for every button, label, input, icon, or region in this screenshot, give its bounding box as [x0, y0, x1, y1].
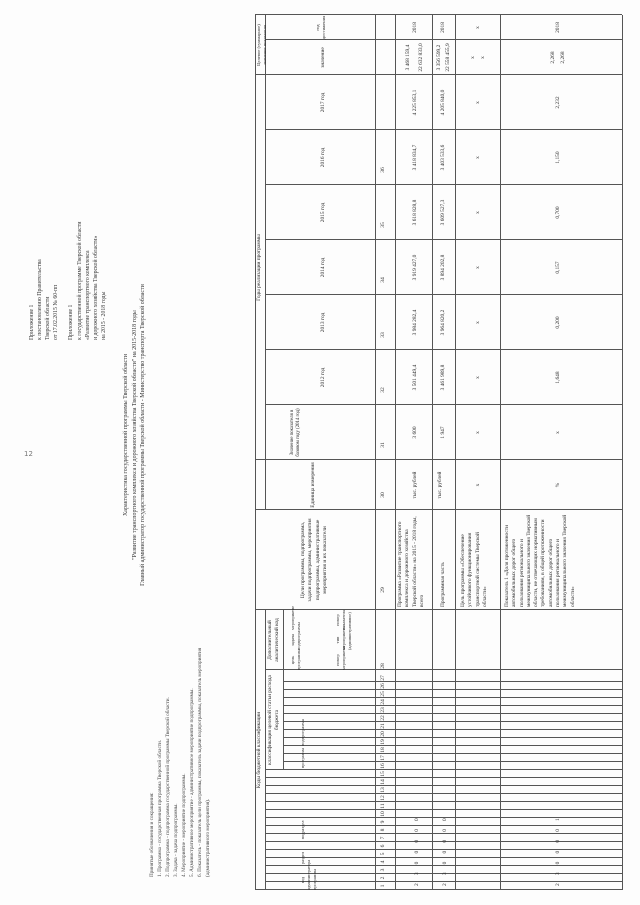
year-2013-header: 2013 год	[320, 312, 326, 333]
podrazdel-header: подраздел	[300, 820, 305, 840]
column-number: 22	[380, 715, 386, 721]
column-number: 33	[380, 332, 386, 338]
row4-y2015: 0,700	[555, 206, 561, 219]
row4-base: х	[555, 431, 561, 434]
row3-unit: х	[475, 483, 481, 487]
row1-base: 3 600	[412, 426, 418, 439]
razdel-header: раздел	[300, 851, 305, 865]
indicator-code-header: Дополнительный аналитический код	[267, 618, 281, 662]
row3-y2012: х	[475, 376, 481, 379]
row3-y2017: х	[475, 101, 481, 104]
row2-target-year: 2018	[440, 22, 446, 33]
row2-target: 22 558 455,9	[445, 43, 451, 72]
code-group-header: Коды бюджетной классификации	[256, 711, 262, 789]
column-number: 21	[380, 723, 386, 729]
row2-name: Программная часть	[440, 562, 446, 607]
note-item: 3. Задача - задача подпрограммы.	[173, 803, 180, 877]
row2-y2015: 3 609 527,3	[440, 199, 446, 226]
column-number: 14	[380, 779, 386, 785]
column-number: 11	[380, 803, 386, 809]
row1-codes: 2 3 0 0 0 0 0	[414, 814, 420, 886]
row3-y2018: х	[470, 56, 476, 59]
column-number: 10	[380, 811, 386, 817]
row4-codes: 2 3 0 0 0 0 1	[555, 814, 561, 886]
column-number: 19	[380, 739, 386, 745]
row3-name: Цель программы «Обеспечение устойчивого функционирования транспортной системы Тверской области»	[460, 532, 488, 607]
column-number: 1	[380, 884, 386, 888]
column-number: 3	[380, 868, 386, 872]
note-item: 4. Мероприятие - мероприятие подпрограммы.	[181, 773, 188, 877]
row1-y2016: 3 418 834,7	[412, 144, 418, 171]
task-code-header: задача подпрограммы	[290, 622, 301, 650]
note-item: 5. Административное мероприятие - административное мероприятие подпрограммы.	[189, 688, 196, 877]
column-number: 25	[380, 691, 386, 697]
title-line: Главный администратор государственной программы Тверской области - Министерство транспорта Тверской области	[140, 284, 147, 586]
row1-unit: тыс. рублей	[412, 471, 418, 499]
row4-y2018: 2,268	[550, 51, 556, 64]
row1-y2014: 3 919 427,0	[412, 254, 418, 281]
row3-y2015: х	[475, 211, 481, 214]
row4-unit: %	[555, 482, 561, 488]
year-2016-header: 2016 год	[320, 147, 326, 168]
column-number: 15	[380, 771, 386, 777]
years-group-header: Годы реализации программы	[256, 234, 262, 301]
column-number: 9	[380, 820, 386, 824]
row4-y2012: 1,648	[555, 371, 561, 384]
target-year-header: год достижения	[315, 15, 327, 40]
subprogram-code-header: подпрограмма	[300, 719, 305, 746]
header-line: Приложение 1	[68, 304, 75, 340]
row1-target: 22 632 833,0	[418, 43, 424, 72]
header-line: к постановлению Правительства	[37, 259, 44, 340]
header-line: на 2015 - 2018 годы	[100, 291, 107, 340]
note-item: 1. Программа - государственная программа Тверской области.	[157, 739, 164, 877]
row2-codes: 2 3 0 0 0 0 0	[442, 814, 448, 886]
row2-y2018: 3 356 599,2	[436, 44, 442, 71]
title-line: "Развитие транспортного комплекса и дорожного хозяйства Тверской области" на 2015-2018 годы	[131, 310, 138, 560]
header-line: «Развитие транспортного комплекса	[84, 250, 91, 340]
program-code-header: программа	[300, 747, 305, 769]
note-item: 2. Подпрограмма - подпрограмма государственной программы Тверской области.	[165, 697, 172, 877]
row3-target: х	[480, 56, 486, 59]
row4-y2013: 0,200	[555, 316, 561, 329]
column-number: 12	[380, 795, 386, 801]
event-code-header: мероприятие	[290, 605, 295, 630]
row4-y2016: 1,150	[555, 151, 561, 164]
row4-y2017: 2,232	[555, 96, 561, 109]
row2-y2016: 3 403 533,6	[440, 144, 446, 171]
column-number: 26	[380, 683, 386, 689]
column-number: 36	[380, 167, 386, 173]
admin-code-header: код администратора программы	[300, 859, 317, 890]
header-line: к государственной программе Тверской области	[76, 221, 83, 340]
row4-name: Показатель 1 «Доля протяженности автомобильных дорог общего пользования регионального и межмуниципального значения Тверской области, не отвечающих нормативным требованиям, в общей протяженности автомобильных дорог общего пользования регионального и межмуниципального значения Тверской области»	[504, 514, 576, 607]
row1-y2012: 3 501 449,4	[412, 364, 418, 391]
target-class-header: классификация целевой статьи расхода бюджета	[267, 675, 281, 765]
row4-y2014: 0,157	[555, 261, 561, 274]
notes-heading: Принятые обозначения и сокращения:	[149, 792, 155, 877]
column-number: 34	[380, 277, 386, 283]
year-2012-header: 2012 год	[320, 367, 326, 388]
column-number: 17	[380, 755, 386, 761]
row2-base: 1 947	[440, 426, 446, 439]
header-line: и дорожного хозяйства Тверской области»	[92, 235, 99, 340]
row3-target-year: х	[475, 26, 481, 29]
row4-target: 2,268	[560, 51, 566, 64]
header-line: Тверской области	[45, 296, 52, 340]
row2-y2014: 3 894 202,8	[440, 254, 446, 281]
column-number: 27	[380, 675, 386, 681]
row3-y2013: х	[475, 321, 481, 324]
column-number: 5	[380, 852, 386, 856]
target-group-header: Целевое (суммарное) значение показателя	[256, 24, 268, 66]
row4-target-year: 2018	[555, 22, 561, 33]
row1-y2018: 3 468 159,4	[405, 44, 411, 71]
column-number: 28	[380, 663, 386, 669]
page-number: 12	[24, 450, 33, 458]
row2-y2013: 3 964 820,2	[440, 309, 446, 336]
column-number: 7	[380, 836, 386, 840]
event-number-header: номер мероприятия	[335, 645, 346, 670]
column-number: 16	[380, 763, 386, 769]
column-number: 35	[380, 222, 386, 228]
event-type-header: тип мероприятия (административное)	[335, 612, 352, 650]
row1-name: Программа «Развитие транспортного комплекса и дорожного хозяйства Тверской области» на 2015 - 2018 годы, всего	[397, 516, 425, 607]
column-number: 6	[380, 844, 386, 848]
column-number: 18	[380, 747, 386, 753]
row3-y2016: х	[475, 156, 481, 159]
column-number: 31	[380, 442, 386, 448]
row2-y2012: 3 461 989,8	[440, 364, 446, 391]
column-number: 2	[380, 876, 386, 880]
header-line: от 17.02.2015 № 60-пп	[53, 284, 60, 340]
row1-y2017: 4 225 853,1	[412, 89, 418, 116]
target-value-header: значение	[320, 47, 326, 68]
year-2017-header: 2017 год	[320, 92, 326, 113]
column-number: 32	[380, 387, 386, 393]
column-number: 8	[380, 828, 386, 832]
title-line: Характеристика государственной программы Тверской области	[123, 353, 129, 517]
column-number: 30	[380, 492, 386, 498]
column-number: 23	[380, 707, 386, 713]
row1-y2015: 3 618 828,8	[412, 199, 418, 226]
row3-base: х	[475, 431, 481, 434]
year-2014-header: 2014 год	[320, 257, 326, 278]
goal-code-header: цель программы	[290, 648, 301, 670]
year-2015-header: 2015 год	[320, 202, 326, 223]
note-item: 6. Показатель - показатель цели программы, показатель задачи подпрограммы, показатель мероприятия (административного мероприятия).	[197, 647, 212, 877]
header-line: Приложение 1	[29, 304, 35, 340]
row1-y2013: 3 984 282,4	[412, 309, 418, 336]
row3-y2014: х	[475, 266, 481, 269]
column-number: 29	[380, 587, 386, 593]
indicator-number-header: номер показателя	[335, 609, 346, 630]
row2-unit: тыс. рублей	[437, 471, 443, 499]
column-number: 4	[380, 860, 386, 864]
name-column-header: Цели программы, подпрограмма, задачи подпрограммы, мероприятия подпрограммы, административные мероприятия и их показатели	[300, 518, 328, 602]
column-number: 24	[380, 699, 386, 705]
base-value-header: Значение показателя в базовом году (2014 год)	[290, 408, 302, 457]
column-number: 13	[380, 787, 386, 793]
row2-y2017: 4 205 840,0	[440, 89, 446, 116]
column-number: 20	[380, 731, 386, 737]
row1-target-year: 2018	[412, 22, 418, 33]
unit-column-header: Единица измерения	[310, 462, 316, 508]
